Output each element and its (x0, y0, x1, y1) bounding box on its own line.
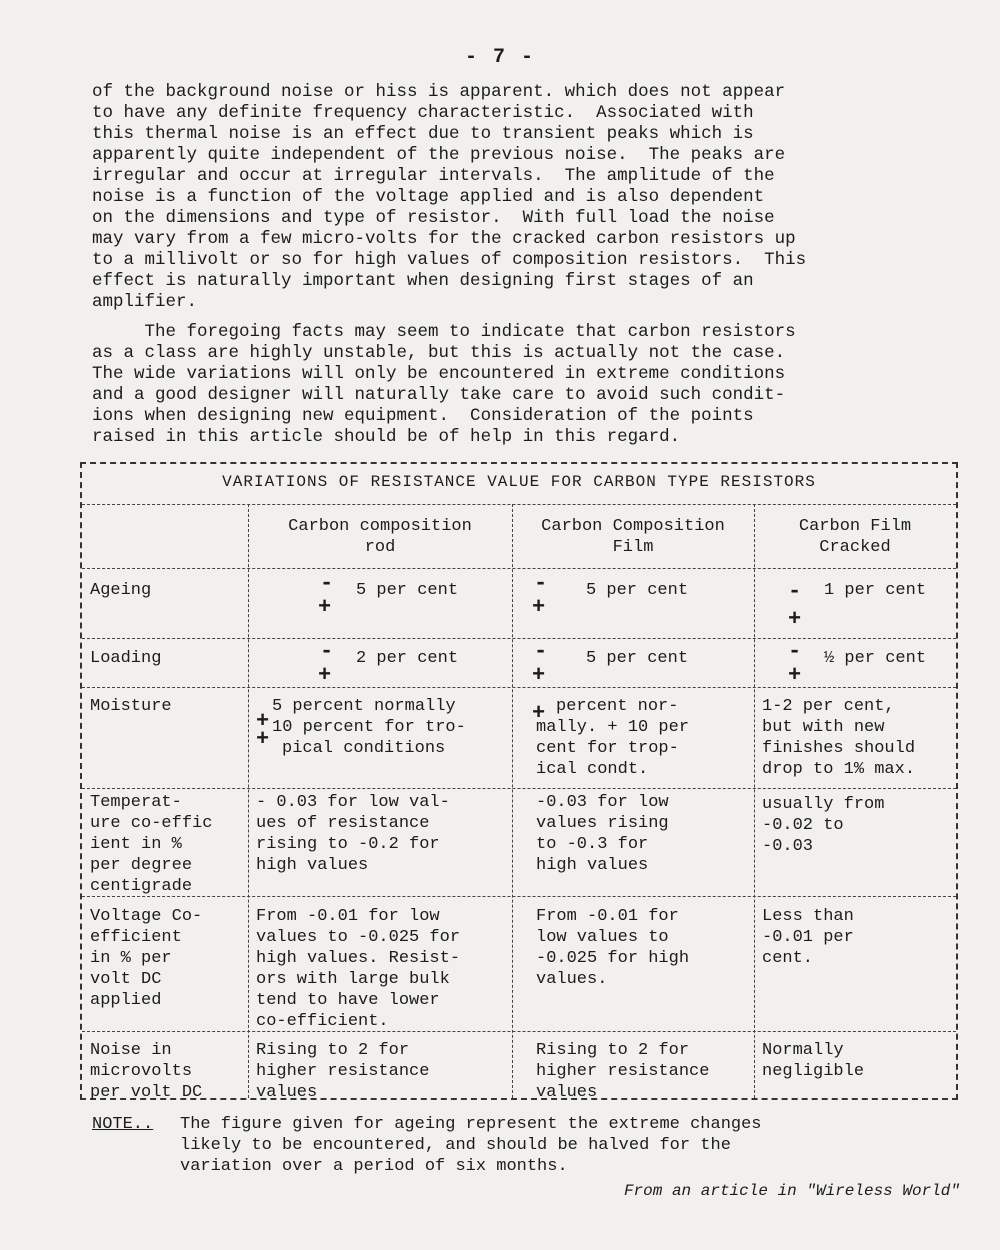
cell-line: ical condt. (536, 760, 649, 779)
cell-line: -0.03 for low (536, 793, 669, 812)
cell-voltage-cracked (754, 904, 956, 971)
row-label-line: ient in % (90, 835, 182, 854)
plus-minus-sign: + (532, 663, 546, 688)
row-label-line: Noise in (90, 1041, 172, 1060)
row-divider (82, 568, 956, 569)
cell-line: 1-2 per cent, (762, 697, 895, 716)
cell-loading-film (578, 646, 754, 671)
text-line: on the dimensions and type of resistor. With full load the noise (92, 208, 775, 228)
plus-minus-sign: - (534, 571, 548, 596)
plus-minus-sign: + (256, 709, 270, 734)
note-label: NOTE.. (92, 1115, 154, 1134)
row-label-line: Loading (90, 649, 162, 668)
plus-minus-sign: - (788, 579, 802, 604)
row-label-line: Moisture (90, 697, 172, 716)
row-divider (82, 638, 956, 639)
cell-line: usually from (762, 795, 885, 814)
note-line: The figure given for ageing represent the extreme changes (180, 1115, 762, 1134)
header-line: Carbon composition (288, 517, 472, 536)
row-label-line: Temperat- (90, 793, 182, 812)
cell-line: but with new (762, 718, 885, 737)
cell-line: -0.01 per (762, 928, 854, 947)
row-label-line: applied (90, 991, 162, 1010)
source-attribution: From an article in "Wireless World" (623, 1182, 960, 1200)
cell-moisture-film (528, 694, 754, 782)
cell-temperature-cracked (754, 792, 956, 859)
text-line: noise is a function of the voltage applied and is also dependent (92, 187, 765, 207)
text-line: ions when designing new equipment. Consideration of the points (92, 406, 754, 426)
row-label-line: efficient (90, 928, 182, 947)
cell-line: -0.02 to (762, 816, 844, 835)
cell-line: higher resistance (536, 1062, 710, 1081)
row-label-line: ure co-effic (90, 814, 213, 833)
row-label-line: in % per (90, 949, 172, 968)
cell-line: values (256, 1083, 318, 1102)
cell-voltage-film (528, 904, 754, 992)
cell-line: ues of resistance (256, 814, 430, 833)
paragraph-2 (92, 322, 952, 448)
text-line: to a millivolt or so for high values of composition resistors. This (92, 250, 807, 270)
cell-line: percent nor- (556, 697, 679, 716)
cell-line: From -0.01 for low (256, 907, 440, 926)
header-carbon-composition-rod (248, 514, 512, 560)
cell-line: tend to have lower (256, 991, 440, 1010)
plus-minus-sign: + (318, 663, 332, 688)
text-line: this thermal noise is an effect due to transient peaks which is (92, 124, 754, 144)
header-line: Film (612, 538, 654, 557)
plus-minus-sign: + (256, 727, 270, 752)
cell-line: pical conditions (282, 739, 446, 758)
cell-line: mally. + 10 per (536, 718, 690, 737)
cell-line: - 0.03 for low val- (256, 793, 450, 812)
cell-line: high values (256, 856, 369, 875)
plus-minus-sign: - (534, 639, 548, 664)
header-line: Cracked (819, 538, 891, 557)
cell-line: 5 per cent (586, 649, 689, 668)
plus-minus-sign: - (788, 639, 802, 664)
row-label-line: volt DC (90, 970, 162, 989)
plus-minus-sign: + (788, 607, 802, 632)
cell-noise-film (528, 1038, 754, 1105)
text-line: may vary from a few micro-volts for the cracked carbon resistors up (92, 229, 796, 249)
cell-temperature-film (528, 790, 754, 878)
cell-line: Rising to 2 for (256, 1041, 410, 1060)
row-label-ageing (82, 578, 248, 603)
row-label-voltage-coefficient (82, 904, 248, 1013)
row-label-line: Voltage Co- (90, 907, 203, 926)
cell-line: 5 per cent (586, 581, 689, 600)
cell-line: high values. Resist- (256, 949, 461, 968)
cell-line: 5 percent normally (272, 697, 456, 716)
cell-line: From -0.01 for (536, 907, 679, 926)
text-line: irregular and occur at irregular intervals. The amplitude of the (92, 166, 775, 186)
plus-minus-sign: - (320, 571, 334, 596)
cell-noise-rod (248, 1038, 512, 1105)
cell-line: low values to (536, 928, 669, 947)
cell-noise-cracked (754, 1038, 956, 1084)
note-line: variation over a period of six months. (180, 1157, 568, 1176)
cell-line: Rising to 2 for (536, 1041, 690, 1060)
cell-line: drop to 1% max. (762, 760, 916, 779)
cell-loading-rod (348, 646, 512, 671)
cell-line: cent. (762, 949, 814, 968)
row-label-line: microvolts (90, 1062, 193, 1081)
text-line: The foregoing facts may seem to indicate that carbon resistors (92, 322, 796, 342)
cell-moisture-cracked (754, 694, 956, 782)
header-line: Carbon Film (798, 517, 912, 536)
cell-line: values to -0.025 for (256, 928, 461, 947)
plus-minus-sign: + (532, 701, 546, 726)
cell-moisture-rod (268, 694, 512, 761)
cell-line: high values (536, 856, 649, 875)
cell-line: values rising (536, 814, 669, 833)
cell-temperature-rod (248, 790, 512, 878)
plus-minus-sign: + (788, 663, 802, 688)
text-line: to have any definite frequency characteristic. Associated with (92, 103, 754, 123)
row-label-loading (82, 646, 248, 671)
table-title: VARIATIONS OF RESISTANCE VALUE FOR CARBON TYPE RESISTORS (222, 473, 816, 491)
text-line: effect is naturally important when designing first stages of an (92, 271, 754, 291)
text-line: raised in this article should be of help in this regard. (92, 427, 681, 447)
cell-line: rising to -0.2 for (256, 835, 440, 854)
paragraph-1 (92, 82, 952, 313)
text-line: amplifier. (92, 292, 198, 312)
row-label-temperature (82, 790, 248, 899)
text-line: of the background noise or hiss is apparent. which does not appear (92, 82, 786, 102)
row-label-moisture (82, 694, 248, 719)
plus-minus-sign: + (318, 595, 332, 620)
cell-line: values (536, 1083, 598, 1102)
cell-line: 2 per cent (356, 649, 459, 668)
cell-line: co-efficient. (256, 1012, 389, 1031)
cell-ageing-rod (348, 578, 512, 603)
row-label-line: per degree (90, 856, 193, 875)
cell-line: to -0.3 for (536, 835, 649, 854)
header-line: Carbon Composition (541, 517, 725, 536)
note-line: likely to be encountered, and should be halved for the (180, 1136, 731, 1155)
cell-voltage-rod (248, 904, 512, 1034)
resistance-variation-table (80, 462, 958, 1100)
plus-minus-sign: - (320, 639, 334, 664)
text-line: The wide variations will only be encountered in extreme conditions (92, 364, 786, 384)
cell-line: ors with large bulk (256, 970, 450, 989)
cell-line: -0.025 for high (536, 949, 690, 968)
header-carbon-composition-film (512, 514, 754, 560)
page-number: - 7 - (464, 46, 535, 69)
cell-ageing-cracked (816, 578, 956, 603)
cell-line: cent for trop- (536, 739, 679, 758)
cell-ageing-film (578, 578, 754, 603)
cell-line: ½ per cent (824, 649, 927, 668)
row-label-line: centigrade (90, 877, 193, 896)
cell-line: Normally (762, 1041, 844, 1060)
row-divider (82, 1031, 956, 1032)
cell-line: values. (536, 970, 608, 989)
cell-loading-cracked (816, 646, 956, 671)
row-label-line: Ageing (90, 581, 152, 600)
cell-line: 1 per cent (824, 581, 927, 600)
cell-line: negligible (762, 1062, 865, 1081)
cell-line: 5 per cent (356, 581, 459, 600)
cell-line: finishes should (762, 739, 916, 758)
text-line: apparently quite independent of the previous noise. The peaks are (92, 145, 786, 165)
plus-minus-sign: + (532, 595, 546, 620)
text-line: and a good designer will naturally take care to avoid such condit- (92, 385, 786, 405)
note-text (180, 1114, 762, 1177)
row-label-line: per volt DC (90, 1083, 203, 1102)
cell-line: -0.03 (762, 837, 814, 856)
cell-line: 10 percent for tro- (272, 718, 466, 737)
row-divider (82, 788, 956, 789)
cell-line: higher resistance (256, 1062, 430, 1081)
text-line: as a class are highly unstable, but this is actually not the case. (92, 343, 786, 363)
row-divider (82, 504, 956, 505)
row-label-noise (82, 1038, 248, 1105)
header-line: rod (364, 538, 396, 557)
column-divider (512, 504, 513, 1098)
cell-line: Less than (762, 907, 854, 926)
header-carbon-film-cracked (754, 514, 956, 560)
row-divider (82, 687, 956, 688)
